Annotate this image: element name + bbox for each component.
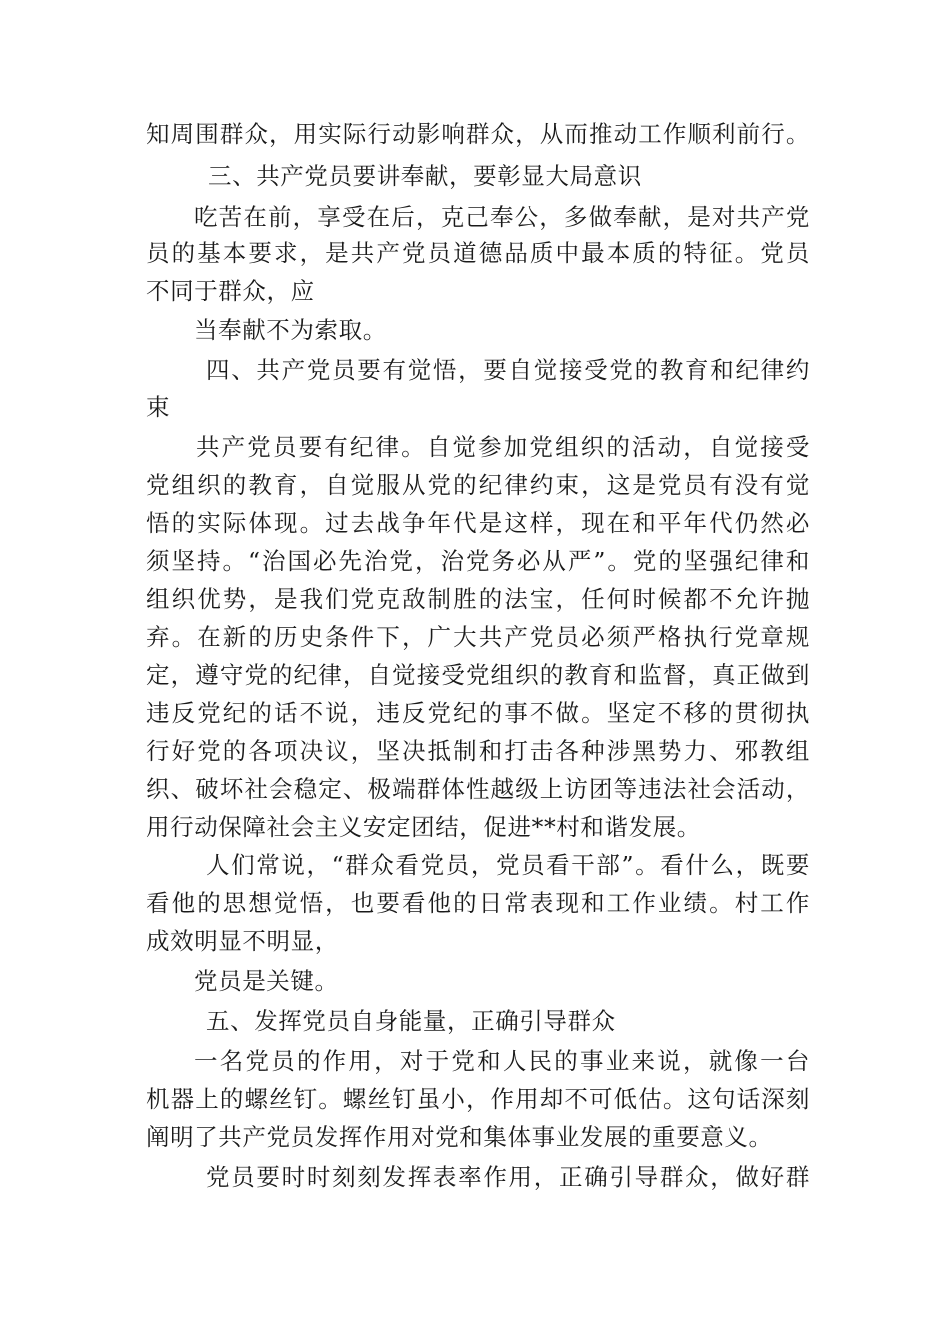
body-line: 一名党员的作用，对于党和人民的事业来说，就像一台 bbox=[194, 1047, 810, 1075]
body-line: 弃。在新的历史条件下，广大共产党员必须严格执行党章规 bbox=[146, 623, 810, 651]
section-heading-4: 四、共产党员要有觉悟，要自觉接受党的教育和纪律约 bbox=[206, 356, 810, 384]
body-line: 行好党的各项决议，坚决抵制和打击各种涉黑势力、邪教组 bbox=[146, 737, 810, 765]
body-line: 员的基本要求，是共产党员道德品质中最本质的特征。党员 bbox=[146, 239, 810, 267]
body-line: 悟的实际体现。过去战争年代是这样，现在和平年代仍然必 bbox=[146, 509, 810, 537]
section-heading-5: 五、发挥党员自身能量，正确引导群众 bbox=[206, 1007, 616, 1035]
body-line: 党组织的教育，自觉服从党的纪律约束，这是党员有没有觉 bbox=[146, 471, 810, 499]
section-heading-3: 三、共产党员要讲奉献，要彰显大局意识 bbox=[208, 162, 642, 190]
body-line: 看他的思想觉悟，也要看他的日常表现和工作业绩。村工作 bbox=[146, 889, 810, 917]
body-line: 人们常说，“群众看党员，党员看干部”。看什么，既要 bbox=[206, 851, 810, 879]
body-line: 党员要时时刻刻发挥表率作用，正确引导群众，做好群 bbox=[206, 1163, 810, 1191]
body-line: 不同于群众，应 bbox=[146, 277, 315, 305]
body-line: 须坚持。“治国必先治党，治党务必从严”。党的坚强纪律和 bbox=[146, 547, 810, 575]
body-line: 知周围群众，用实际行动影响群众，从而推动工作顺利前行。 bbox=[146, 120, 810, 148]
body-line: 共产党员要有纪律。自觉参加党组织的活动，自觉接受 bbox=[196, 433, 810, 461]
body-line: 织、破坏社会稳定、极端群体性越级上访团等违法社会活动， bbox=[146, 775, 810, 803]
body-line: 党员是关键。 bbox=[194, 967, 339, 995]
body-line: 机器上的螺丝钉。螺丝钉虽小，作用却不可低估。这句话深刻 bbox=[146, 1085, 810, 1113]
body-line: 成效明显不明显， bbox=[146, 927, 339, 955]
body-line: 定，遵守党的纪律，自觉接受党组织的教育和监督，真正做到 bbox=[146, 661, 810, 689]
body-line: 吃苦在前，享受在后，克己奉公，多做奉献，是对共产党 bbox=[194, 203, 810, 231]
body-line: 违反党纪的话不说，违反党纪的事不做。坚定不移的贯彻执 bbox=[146, 699, 810, 727]
body-line: 阐明了共产党员发挥作用对党和集体事业发展的重要意义。 bbox=[146, 1123, 773, 1151]
body-line: 用行动保障社会主义安定团结，促进**村和谐发展。 bbox=[146, 813, 701, 841]
body-line: 组织优势，是我们党克敌制胜的法宝，任何时候都不允许抛 bbox=[146, 585, 810, 613]
section-heading-4-cont: 束 bbox=[146, 393, 171, 421]
body-line: 当奉献不为索取。 bbox=[194, 316, 387, 344]
